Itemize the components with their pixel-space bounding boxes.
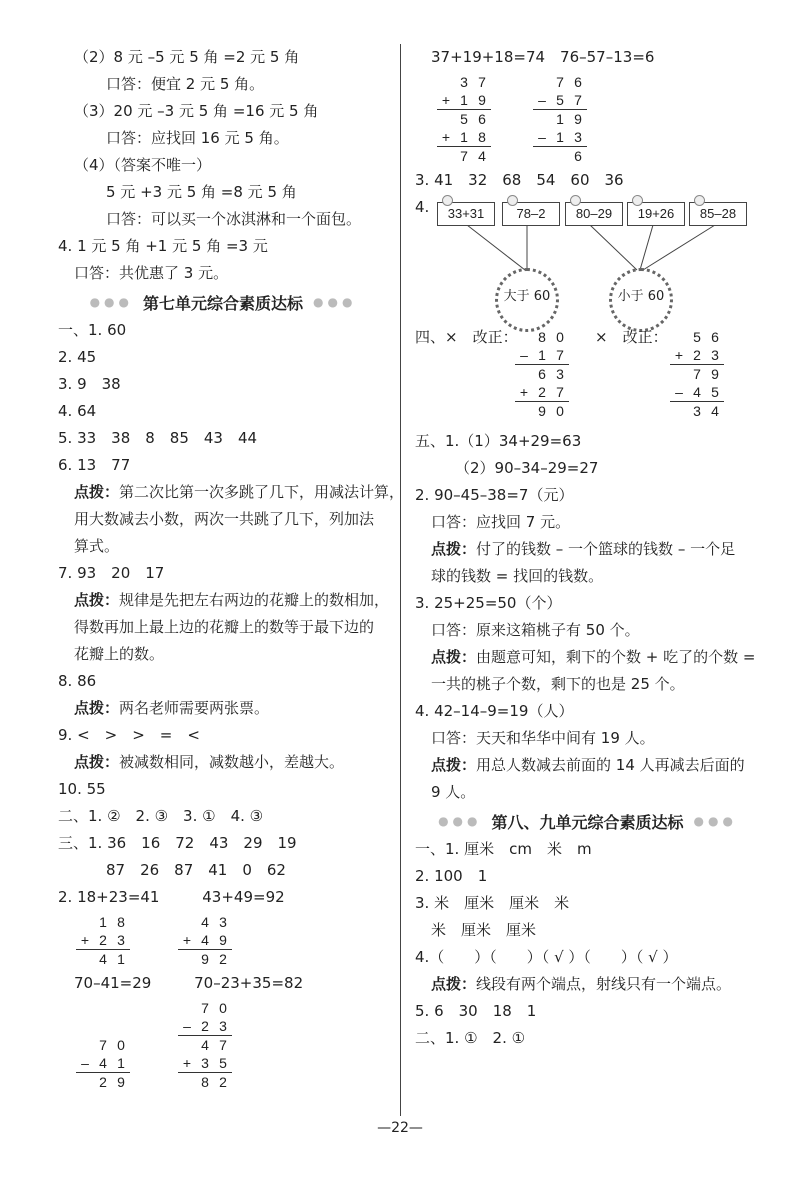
- calc-digit: 6: [533, 365, 551, 384]
- dots-decoration: ●●●: [89, 295, 133, 309]
- calc-digit: 3: [117, 932, 125, 948]
- section-heading-unit89: [415, 806, 760, 836]
- equation: 70–41=29: [74, 974, 152, 992]
- calc-row: [58, 913, 388, 968]
- answer-line: 一、1. 厘米 cm 米 m: [415, 840, 592, 858]
- calc-digit: 1: [538, 347, 546, 363]
- calc-digit: 4: [706, 402, 724, 421]
- tip-label: 点拨：: [431, 756, 477, 774]
- flower-matching-diagram: [415, 194, 755, 324]
- calc-digit: +: [182, 932, 192, 948]
- calc-digit: 5: [556, 92, 564, 108]
- calc-digit: 3: [574, 129, 582, 145]
- equation: 2. 18+23=41: [58, 888, 160, 906]
- calc-digit: 8: [117, 914, 125, 930]
- tip-line: 算式。: [74, 537, 120, 555]
- calc-digit: 0: [556, 329, 564, 345]
- vertical-calc: [178, 999, 232, 1091]
- vertical-calc: [76, 913, 130, 968]
- flower-greater-than-60: 大于 60: [495, 268, 559, 332]
- calc-digit: 7: [688, 365, 706, 384]
- answer-line: 2. 90–45–38=7（元）: [415, 486, 574, 504]
- calc-digit: 3: [551, 365, 569, 384]
- tip-label: 点拨：: [431, 975, 477, 993]
- calc-digit: [76, 950, 94, 969]
- tip-line: 一共的桃子个数，剩下的也是 25 个。: [431, 675, 685, 693]
- calc-digit: 3: [688, 402, 706, 421]
- calc-digit: [178, 999, 196, 1017]
- section-heading-unit7: [58, 287, 388, 317]
- calc-digit: 9: [706, 365, 724, 384]
- answer-line: 3. 米 厘米 厘米 米: [415, 894, 570, 912]
- vertical-calc: [533, 73, 587, 165]
- calc-digit: 6: [574, 74, 582, 90]
- answer-line: 3. 41 32 68 54 60 36: [415, 171, 624, 189]
- vertical-calc: [515, 328, 569, 420]
- calc-digit: 0: [551, 402, 569, 421]
- calc-digit: 1: [117, 1055, 125, 1071]
- calc-digit: 2: [214, 1073, 232, 1092]
- flower-less-than-60: 小于 60: [609, 268, 673, 332]
- expression-box: 33+31: [437, 202, 495, 226]
- calc-digit: 5: [693, 329, 701, 345]
- calc-digit: [437, 73, 455, 91]
- answer-line: 2. 45: [58, 348, 97, 366]
- tip-line: [415, 752, 760, 779]
- expression-box: 80–29: [565, 202, 623, 226]
- calc-digit: [515, 328, 533, 346]
- calc-digit: 7: [214, 1036, 232, 1055]
- answer-line: （2）8 元 –5 元 5 角 =2 元 5 角: [74, 48, 300, 66]
- tip-line: [415, 644, 760, 671]
- calc-digit: 2: [99, 932, 107, 948]
- calc-digit: [533, 110, 551, 129]
- calc-digit: [178, 913, 196, 931]
- calc-digit: [76, 913, 94, 931]
- calc-digit: 1: [556, 129, 564, 145]
- dots-decoration: ●●●: [438, 814, 482, 828]
- vertical-calc: [178, 913, 232, 968]
- calc-digit: 9: [219, 932, 227, 948]
- answer-line: 口答：天天和华华中间有 19 人。: [431, 729, 655, 747]
- calc-digit: [515, 402, 533, 421]
- tip-line: [58, 479, 405, 506]
- calc-digit: 9: [533, 402, 551, 421]
- answer-line: 6. 13 77: [58, 456, 131, 474]
- answer-line: 四、× 改正：: [415, 328, 518, 346]
- answer-line: 口答：共优惠了 3 元。: [74, 264, 229, 282]
- calc-digit: 9: [112, 1073, 130, 1092]
- calc-digit: 4: [196, 1036, 214, 1055]
- answer-line: 三、1. 36 16 72 43 29 19: [58, 834, 297, 852]
- vertical-calc: [670, 328, 724, 420]
- answer-line: × 改正：: [595, 328, 668, 346]
- answer-line: 五、1.（1）34+29=63: [415, 432, 582, 450]
- answer-line: 4. 1 元 5 角 +1 元 5 角 =3 元: [58, 237, 268, 255]
- answer-line: 口答：应找回 16 元 5 角。: [106, 129, 289, 147]
- calc-digit: –: [520, 347, 528, 363]
- tip-line: 用大数减去小数，两次一共跳了几下，列加法: [74, 510, 375, 528]
- expression-box: 78–2: [502, 202, 560, 226]
- answer-line: 二、1. ① 2. ①: [415, 1029, 526, 1047]
- calc-digit: 7: [556, 384, 564, 400]
- calc-digit: [670, 365, 688, 384]
- answer-line: 二、1. ② 2. ③ 3. ① 4. ③: [58, 807, 264, 825]
- calc-digit: –: [183, 1018, 191, 1034]
- calc-digit: 6: [473, 110, 491, 129]
- answer-line: 一、1. 60: [58, 321, 127, 339]
- answer-line: 7. 93 20 17: [58, 564, 165, 582]
- vertical-calc: [437, 73, 491, 165]
- answer-line: 口答：原来这箱桃子有 50 个。: [431, 621, 640, 639]
- calc-digit: 9: [569, 110, 587, 129]
- calc-digit: [533, 73, 551, 91]
- calc-digit: 4: [94, 950, 112, 969]
- answer-line: 9. < > > = <: [58, 726, 200, 744]
- answer-line: 37+19+18=74 76–57–13=6: [431, 48, 655, 66]
- calc-digit: 1: [99, 914, 107, 930]
- calc-digit: [670, 328, 688, 346]
- tip-text: 线段有两个端点，射线只有一个端点。: [476, 975, 732, 993]
- calc-digit: 5: [711, 384, 719, 400]
- calc-digit: 1: [460, 129, 468, 145]
- calc-digit: 9: [478, 92, 486, 108]
- calc-digit: 8: [478, 129, 486, 145]
- answer-line: [58, 970, 388, 997]
- tip-line: 花瓣上的数。: [74, 645, 165, 663]
- calc-digit: +: [441, 129, 451, 145]
- dots-decoration: ●●●: [313, 295, 357, 309]
- calc-digit: 7: [478, 74, 486, 90]
- calc-digit: 5: [219, 1055, 227, 1071]
- calc-digit: [76, 1073, 94, 1092]
- answer-line: 87 26 87 41 0 62: [106, 861, 286, 879]
- equation: 70–23+35=82: [194, 974, 304, 992]
- calc-digit: [670, 402, 688, 421]
- calc-digit: 9: [196, 950, 214, 969]
- tip-text: 付了的钱数 – 一个篮球的钱数 – 一个足: [476, 540, 736, 558]
- answer-line: 4. 42–14–9=19（人）: [415, 702, 574, 720]
- answer-line: 10. 55: [58, 780, 106, 798]
- dots-decoration: ●●●: [693, 814, 737, 828]
- calc-digit: –: [81, 1055, 89, 1071]
- calc-digit: 3: [219, 914, 227, 930]
- calc-digit: +: [80, 932, 90, 948]
- expression-box: 19+26: [627, 202, 685, 226]
- calc-digit: 3: [201, 1055, 209, 1071]
- calc-digit: +: [519, 384, 529, 400]
- answer-line: 3. 9 38: [58, 375, 121, 393]
- equation: 43+49=92: [202, 888, 285, 906]
- tip-text: 两名老师需要两张票。: [119, 699, 270, 717]
- tip-label: 点拨：: [431, 540, 477, 558]
- calc-digit: 2: [94, 1073, 112, 1092]
- calc-digit: 4: [99, 1055, 107, 1071]
- tip-line: [58, 695, 388, 722]
- calc-digit: 2: [214, 950, 232, 969]
- answer-line: 5. 33 38 8 85 43 44: [58, 429, 258, 447]
- calc-digit: 4: [693, 384, 701, 400]
- tip-label: 点拨：: [431, 648, 477, 666]
- calc-digit: 2: [538, 384, 546, 400]
- calc-digit: [551, 147, 569, 166]
- calc-digit: +: [441, 92, 451, 108]
- expression-box: 85–28: [689, 202, 747, 226]
- calc-digit: 0: [117, 1037, 125, 1053]
- right-column: [415, 44, 760, 1052]
- page-number: —22—: [377, 1120, 423, 1136]
- tip-line: [58, 587, 388, 614]
- calc-digit: [437, 110, 455, 129]
- calc-digit: 3: [460, 74, 468, 90]
- calc-digit: 3: [711, 347, 719, 363]
- answer-line: （4）（答案不唯一）: [74, 156, 212, 174]
- calc-digit: 6: [569, 147, 587, 166]
- tip-line: 球的钱数 = 找回的钱数。: [431, 567, 604, 585]
- calc-digit: [437, 147, 455, 166]
- calc-digit: 7: [574, 92, 582, 108]
- tip-line: 9 人。: [431, 783, 476, 801]
- calc-digit: 1: [460, 92, 468, 108]
- answer-line: 口答：可以买一个冰淇淋和一个面包。: [106, 210, 362, 228]
- tip-text: 规律是先把左右两边的花瓣上的数相加，: [119, 591, 390, 609]
- tip-label: 点拨：: [74, 591, 120, 609]
- tip-label: 点拨：: [74, 753, 120, 771]
- calc-digit: 4: [473, 147, 491, 166]
- answer-line: 米 厘米 厘米: [431, 921, 537, 939]
- tip-label: 点拨：: [74, 699, 120, 717]
- answer-line: 2. 100 1: [415, 867, 488, 885]
- tip-text: 被减数相同，减数越小，差越大。: [119, 753, 345, 771]
- calc-digit: [533, 147, 551, 166]
- vertical-calc: [76, 1036, 130, 1091]
- calc-digit: [178, 950, 196, 969]
- answer-line: 3. 25+25=50（个）: [415, 594, 562, 612]
- answer-line: 8. 86: [58, 672, 97, 690]
- calc-digit: 6: [711, 329, 719, 345]
- calc-digit: –: [675, 384, 683, 400]
- left-column: [58, 44, 405, 1093]
- tip-line: 得数再加上最上边的花瓣上的数等于最下边的: [74, 618, 375, 636]
- answer-line: （2）90–34–29=27: [455, 459, 599, 477]
- tip-line: [58, 749, 388, 776]
- answer-line: [58, 884, 388, 911]
- calc-digit: [76, 1036, 94, 1054]
- question-number: 4.: [415, 198, 430, 216]
- tip-text: 由题意可知，剩下的个数 + 吃了的个数 =: [476, 648, 756, 666]
- answer-line: 口答：便宜 2 元 5 角。: [106, 75, 265, 93]
- calc-digit: 8: [196, 1073, 214, 1092]
- calc-digit: –: [538, 129, 546, 145]
- answer-line: 5 元 +3 元 5 角 =8 元 5 角: [106, 183, 297, 201]
- tip-line: [415, 536, 760, 563]
- answer-line: 4.（ ）（ ）（ √ ）（ ）（ √ ）: [415, 948, 678, 966]
- section-title: 第八、九单元综合素质达标: [491, 812, 684, 832]
- column-divider: [400, 44, 401, 1116]
- calc-row: [58, 999, 388, 1091]
- tip-text: 用总人数减去前面的 14 人再减去后面的: [476, 756, 745, 774]
- section-title: 第七单元综合素质达标: [142, 293, 303, 313]
- calc-digit: [178, 1073, 196, 1092]
- calc-digit: 7: [556, 74, 564, 90]
- tip-line: [415, 971, 760, 998]
- tip-text: 第二次比第一次多跳了几下，用减法计算，: [119, 483, 405, 501]
- correction-block: [415, 324, 760, 428]
- tip-label: 点拨：: [74, 483, 120, 501]
- calc-digit: –: [538, 92, 546, 108]
- calc-digit: 2: [693, 347, 701, 363]
- calc-digit: +: [182, 1055, 192, 1071]
- calc-digit: 3: [219, 1018, 227, 1034]
- calc-digit: 4: [201, 932, 209, 948]
- answer-line: （3）20 元 –3 元 5 角 =16 元 5 角: [74, 102, 319, 120]
- calc-digit: 7: [455, 147, 473, 166]
- calc-digit: 5: [455, 110, 473, 129]
- calc-digit: 1: [551, 110, 569, 129]
- calc-row: [415, 73, 760, 165]
- answer-line: 5. 6 30 18 1: [415, 1002, 537, 1020]
- calc-digit: 7: [556, 347, 564, 363]
- answer-line: 口答：应找回 7 元。: [431, 513, 571, 531]
- calc-digit: 7: [99, 1037, 107, 1053]
- calc-digit: 8: [538, 329, 546, 345]
- calc-digit: [515, 365, 533, 384]
- calc-digit: 2: [201, 1018, 209, 1034]
- answer-line: 4. 64: [58, 402, 97, 420]
- calc-digit: +: [674, 347, 684, 363]
- calc-digit: [178, 1036, 196, 1055]
- calc-digit: 7: [201, 1000, 209, 1016]
- calc-digit: 1: [112, 950, 130, 969]
- calc-digit: 0: [219, 1000, 227, 1016]
- calc-digit: 4: [201, 914, 209, 930]
